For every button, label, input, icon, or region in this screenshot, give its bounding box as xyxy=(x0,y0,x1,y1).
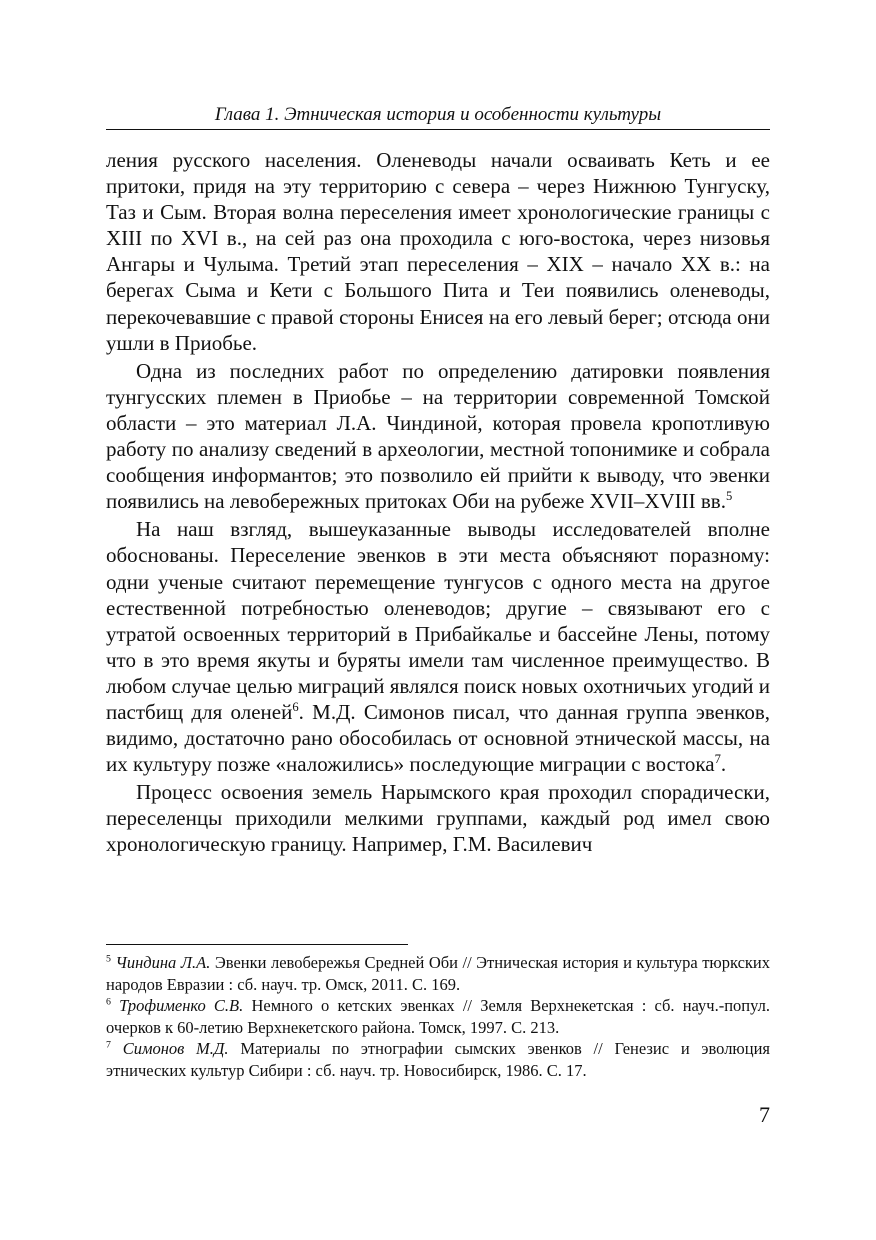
footnote-5-author: Чиндина Л.А. xyxy=(115,953,211,972)
paragraph-4 xyxy=(106,779,770,857)
footnote-5-number: 5 xyxy=(106,953,111,965)
footnotes xyxy=(106,952,770,1082)
paragraph-3 xyxy=(106,516,770,777)
footnote-6-author: Трофименко С.В. xyxy=(119,996,244,1016)
footnote-7-author: Симонов М.Д. xyxy=(122,1039,229,1059)
footnote-7-number: 7 xyxy=(106,1039,111,1051)
footnote-5 xyxy=(106,952,770,995)
footnote-6 xyxy=(106,995,770,1038)
footnote-6-number: 6 xyxy=(106,996,111,1008)
footnote-6-text: Немного о кетских эвенках // Земля Верхнекетская : сб. науч.-попул. очерков к 60-летию Верхнекетского района. Томск, 1997. С. 213. xyxy=(106,996,771,1037)
paragraph-1 xyxy=(106,147,770,356)
paragraph-2 xyxy=(106,358,770,515)
paragraph-3-text-c: . xyxy=(720,752,727,777)
footnote-ref-7[interactable]: 7 xyxy=(714,752,721,767)
footnote-7 xyxy=(106,1038,770,1081)
paragraph-3-text-a: На наш взгляд, вышеуказанные выводы исследователей вполне обоснованы. Переселение эвенков в эти места объясняют поразному: одни ученые считают перемещение тунгусов с одного места на другое естественной потребностью оленеводов; другие – связывают его с утратой освоенных территорий в Прибайкалье и бассейне Лены, потому что в это время якуты и буряты имели там численное преимущество. В любом случае целью миграций являлся поиск новых охотничьих угодий и пастбищ для оленей xyxy=(106,517,770,724)
paragraph-2-text: Одна из последних работ по определению датировки появления тунгусских племен в Приобье – на территории современной Томской области – это материал Л.А. Чиндиной, которая провела кропотливую работу по анализу сведений в археологии, местной топонимике и собрала сообщения информантов; это позволило ей прийти к выводу, что эвенки появились на левобережных притоках Оби на рубеже XVII–XVIII вв. xyxy=(106,358,770,514)
footnote-separator xyxy=(106,944,408,945)
footnote-ref-5[interactable]: 5 xyxy=(725,489,733,504)
paragraph-1-text: ления русского населения. Оленеводы начали осваивать Кеть и ее притоки, придя на эту территорию с севера – через Нижнюю Тунгуску, Таз и Сым. Вторая волна переселения имеет хронологические границы с XIII по XVI в., на сей раз она проходила с юго-востока, через низовья Ангары и Чулыма. Третий этап переселения – XIX – начало XX в.: на берегах Сыма и Кети с Большого Пита и Теи появились оленеводы, перекочевавшие с правой стороны Енисея на его левый берег; отсюда они ушли в Приобье. xyxy=(106,148,770,355)
footnote-ref-6[interactable]: 6 xyxy=(292,699,299,714)
header-rule xyxy=(106,129,770,130)
paragraph-4-text: Процесс освоения земель Нарымского края проходил спорадически, переселенцы приходили мелкими группами, каждый род имел свою хронологическую границу. Например, Г.М. Василевич xyxy=(106,780,770,857)
footnote-5-text: Эвенки левобережья Средней Оби // Этническая история и культура тюркских народов Евразии : сб. науч. тр. Омск, 2011. С. 169. xyxy=(106,953,771,994)
page-number: 7 xyxy=(759,1102,770,1127)
running-head: Глава 1. Этническая история и особенности культуры xyxy=(214,104,662,125)
footnote-7-text: Материалы по этнографии сымских эвенков // Генезис и эволюция этнических культур Сибири : сб. науч. тр. Новосибирск, 1986. С. 17. xyxy=(106,1039,771,1080)
main-text xyxy=(106,147,770,858)
paragraph-3-text-b: . М.Д. Симонов писал, что данная группа эвенков, видимо, достаточно рано обособилась от основной этнической массы, на их культуру позже «наложились» последующие миграции с востока xyxy=(106,699,770,777)
